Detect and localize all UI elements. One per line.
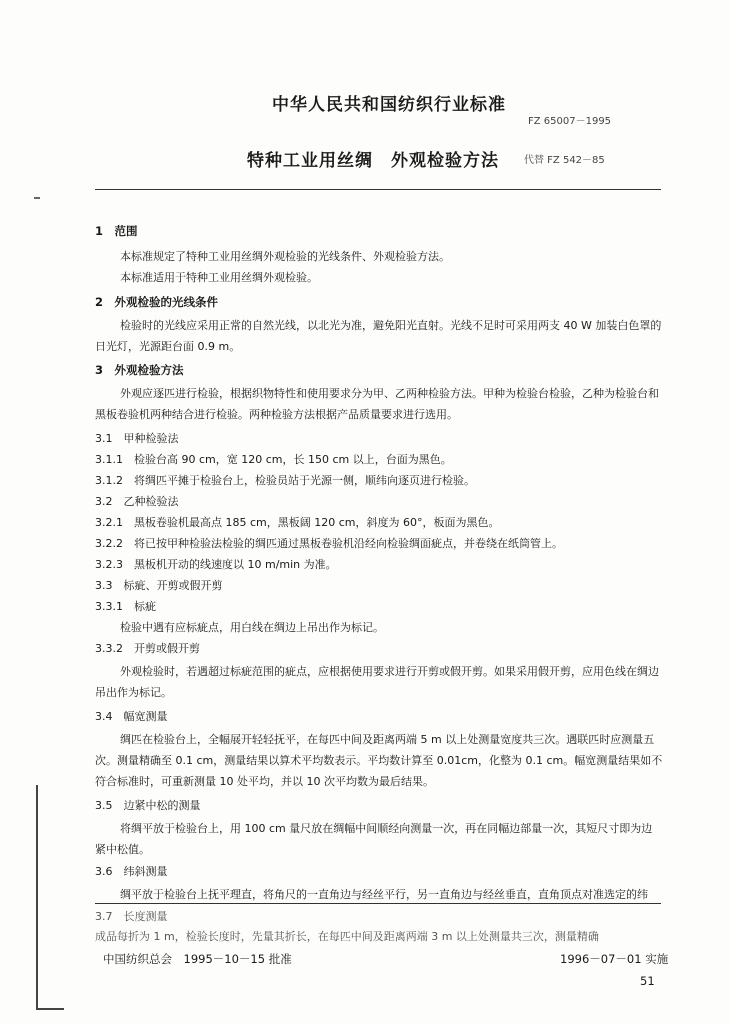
clause-3-3-2-heading: 3.3.2 开剪或假开剪 — [95, 642, 200, 655]
section-3-6-heading: 3.6 纬斜测量 — [95, 865, 168, 878]
paragraph-3-3-1: 检验中遇有应标疵点，用白线在绸边上吊出作为标记。 — [120, 621, 384, 634]
header-rule — [95, 189, 661, 190]
paragraph-3-7: 成品每折为 1 m，检验长度时，先量其折长，在每匹中间及距离两端 3 m 以上处测量共三次，测量精确 — [95, 930, 599, 943]
clause-3-2-2: 3.2.2 将已按甲种检验法检验的绸匹通过黑板卷验机沿经向检验绸面疵点，并卷绕在纸筒管上。 — [95, 537, 563, 550]
issuing-organization: 中华人民共和国纺织行业标准 — [272, 95, 506, 115]
section-3-2-heading: 3.2 乙种检验法 — [95, 495, 179, 508]
scan-margin-line — [36, 785, 38, 1010]
clause-3-1-2: 3.1.2 将绸匹平摊于检验台上，检验员站于光源一侧，顺纬向逐页进行检验。 — [95, 474, 475, 487]
clause-3-3-1-heading: 3.3.1 标疵 — [95, 600, 156, 613]
section-3-3-heading: 3.3 标疵、开剪或假开剪 — [95, 579, 223, 592]
paragraph-1b: 本标准适用于特种工业用丝绸外观检验。 — [120, 271, 318, 284]
effective-date: 1996－07－01 实施 — [560, 952, 669, 966]
section-1-heading: 1 范围 — [95, 224, 138, 238]
footer-rule — [95, 903, 661, 904]
clause-3-2-1: 3.2.1 黑板卷验机最高点 185 cm，黑板阔 120 cm，斜度为 60°，板面为黑色。 — [95, 516, 500, 529]
standard-code: FZ 65007－1995 — [528, 116, 612, 127]
page-number: 51 — [640, 974, 655, 988]
section-3-5-heading: 3.5 边紧中松的测量 — [95, 799, 201, 812]
scan-margin-foot — [36, 1008, 64, 1010]
paragraph-1a: 本标准规定了特种工业用丝绸外观检验的光线条件、外观检验方法。 — [120, 250, 450, 263]
approval-info: 中国纺织总会 1995－10－15 批准 — [103, 952, 292, 966]
paragraph-3-6: 绸平放于检验台上抚平理直，将角尺的一直角边与经丝平行，另一直角边与经丝垂直，直角顶点对准选定的纬 — [120, 888, 648, 901]
document-title: 特种工业用丝绸 外观检验方法 — [247, 151, 499, 171]
paragraph-3-5: 将绸平放于检验台上，用 100 cm 量尺放在绸幅中间顺经向测量一次，再在同幅边部量一次，其短尺寸即为边紧中松值。 — [95, 822, 653, 856]
margin-mark — [34, 197, 40, 199]
section-3-1-heading: 3.1 甲种检验法 — [95, 432, 179, 445]
paragraph-3-4: 绸匹在检验台上，全幅展开轻轻抚平，在每匹中间及距离两端 5 m 以上处测量宽度共三次。遇联匹时应测量五次。测量精确至 0.1 cm，测量结果以算术平均数表示。平均数计算至 0.01cm，化整为 0.1 cm。幅宽测量结果如不符合标准时，可重新测量 10 处平均，并以 10 次平均数为最后结果。 — [95, 733, 663, 788]
paragraph-2: 检验时的光线应采用正常的自然光线，以北光为准，避免阳光直射。光线不足时可采用两支 40 W 加装白色罩的日光灯，光源距台面 0.9 m。 — [95, 319, 662, 353]
paragraph-3: 外观应逐匹进行检验，根据织物特性和使用要求分为甲、乙两种检验方法。甲种为检验台检验，乙种为检验台和黑板卷验机两种结合进行检验。两种检验方法根据产品质量要求进行选用。 — [95, 387, 659, 421]
section-2-heading: 2 外观检验的光线条件 — [95, 295, 219, 309]
replaces-standard: 代替 FZ 542－85 — [524, 155, 605, 166]
paragraph-3-3-2: 外观检验时，若遇超过标疵范围的疵点，应根据使用要求进行开剪或假开剪。如果采用假开剪，应用色线在绸边吊出作为标记。 — [95, 665, 659, 699]
section-3-heading: 3 外观检验方法 — [95, 363, 184, 377]
section-3-4-heading: 3.4 幅宽测量 — [95, 710, 168, 723]
clause-3-2-3: 3.2.3 黑板机开动的线速度以 10 m/min 为准。 — [95, 558, 337, 571]
clause-3-1-1: 3.1.1 检验台高 90 cm，宽 120 cm，长 150 cm 以上，台面为黑色。 — [95, 453, 452, 466]
section-3-7-heading: 3.7 长度测量 — [95, 910, 168, 923]
